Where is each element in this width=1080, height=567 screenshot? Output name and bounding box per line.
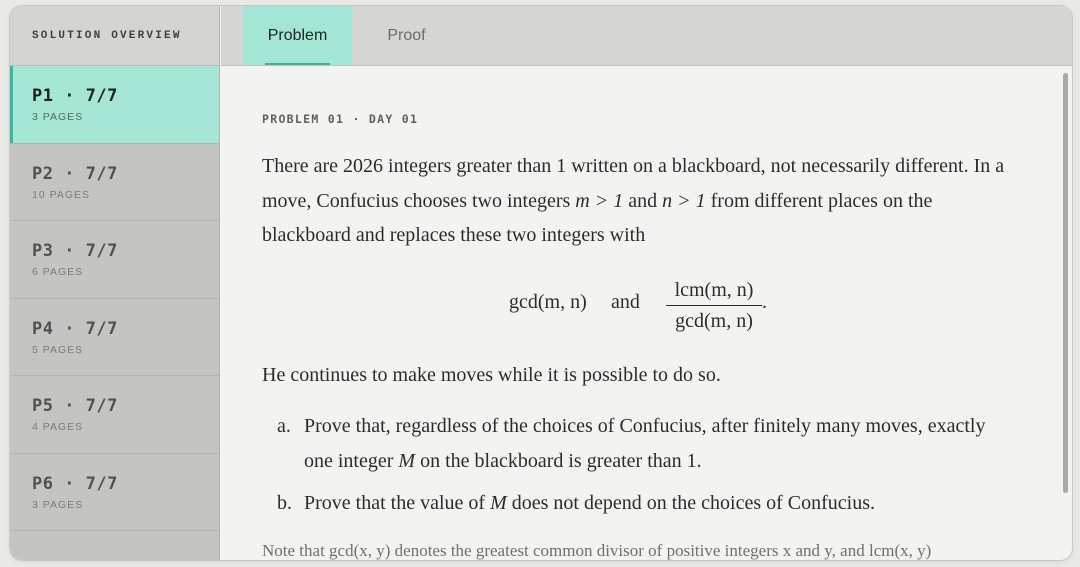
problem-content [221,67,1072,560]
problem-page-count: 4 PAGES [32,421,84,433]
tab-problem[interactable]: Problem [243,6,352,65]
intro-text: There are 2026 integers greater than 1 written on a blackboard, not necessarily different. In a move, Confucius chooses two integers [262,155,1005,212]
problem-note: Note that gcd(x, y) denotes the greatest common divisor of positive integers x and y, and lcm(x, y) [262,541,932,560]
part-a [277,409,1007,479]
formula-period: . [762,291,767,313]
tab-bar [221,6,1072,66]
part-b [277,486,1007,521]
intro-text: and [623,189,663,212]
problem-title: P6 · 7/7 [32,473,118,494]
math-n: n > 1 [662,189,706,212]
content-scrollbar[interactable] [1063,73,1068,493]
problem-parts [277,409,1007,521]
formula-and: and [611,291,640,313]
part-b-text: does not depend on the choices of Confucius. [506,492,875,514]
tab-proof[interactable]: Proof [387,26,426,44]
sidebar-item-p4[interactable] [10,299,219,377]
problem-title: P2 · 7/7 [32,163,118,184]
part-b-marker: b. [277,492,292,514]
fraction-numerator: lcm(m, n) [666,276,762,306]
sidebar-header [10,6,219,66]
problem-label: PROBLEM 01 · DAY 01 [262,112,419,126]
formula-fraction [666,276,762,336]
sidebar-item-p1[interactable] [10,66,219,144]
problem-page-count: 3 PAGES [32,111,84,123]
problem-title: P3 · 7/7 [32,241,118,261]
problem-page-count: 3 PAGES [32,498,84,511]
sidebar-item-p2[interactable] [10,144,219,222]
problem-page-count: 10 PAGES [32,188,90,201]
main-panel [221,6,1072,560]
math-m: m > 1 [575,189,624,212]
part-a-text: Prove that, regardless of the choices of Confucius, after finitely many moves, exactly one integer [304,415,986,472]
intro-text: from different places on the blackboard and replaces these two integers with [262,189,933,246]
problem-title: P4 · 7/7 [32,318,118,339]
problem-continue: He continues to make moves while it is possible to do so. [262,364,721,386]
sidebar-item-p5[interactable] [10,376,219,454]
problem-intro [262,149,1012,253]
fraction-denominator: gcd(m, n) [675,310,753,332]
problem-page-count: 6 PAGES [32,266,84,278]
sidebar-item-p6[interactable] [10,454,219,532]
sidebar-item-p3[interactable] [10,221,219,299]
part-a-text: on the blackboard is greater than 1. [415,450,702,472]
part-a-marker: a. [277,415,291,437]
problem-page-count: 5 PAGES [32,343,84,356]
problem-title: P5 · 7/7 [32,396,118,416]
sidebar-title: SOLUTION OVERVIEW [32,29,182,42]
formula-gcd: gcd(m, n) [509,291,587,313]
solution-sidebar [10,6,220,560]
part-b-text: Prove that the value of [304,492,491,514]
problem-title: P1 · 7/7 [32,86,118,106]
app-window [10,6,1072,560]
math-M: M [398,450,416,472]
math-M: M [490,492,507,514]
